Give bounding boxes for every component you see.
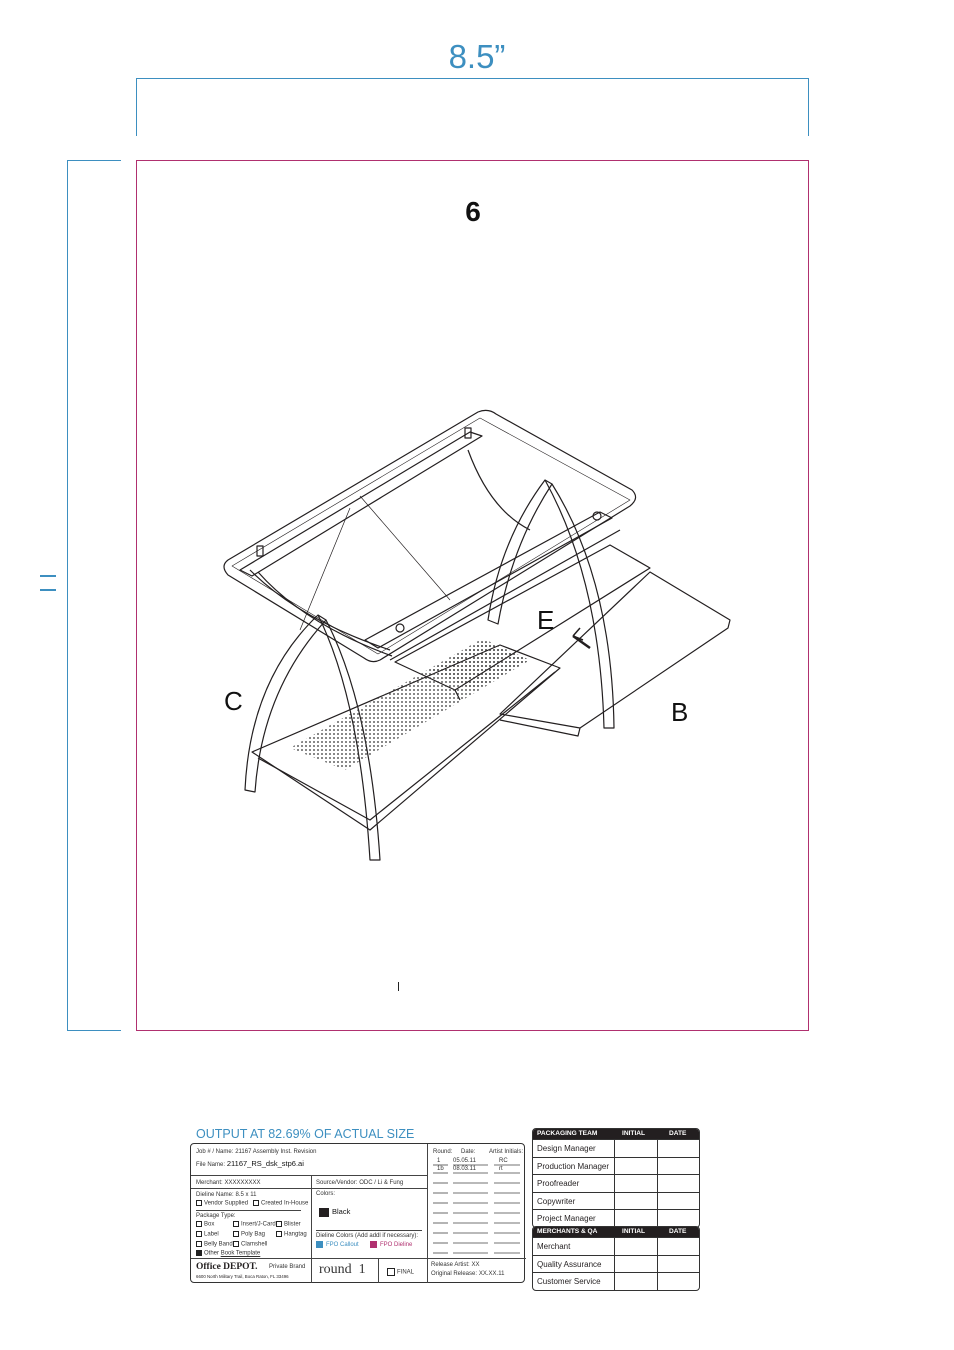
output-scale-note: OUTPUT AT 82.69% OF ACTUAL SIZE: [196, 1127, 415, 1141]
dieline-colors-label: Dieline Colors (Add addl if necessary):: [316, 1233, 419, 1239]
round-label: Round:: [433, 1149, 453, 1155]
page-width-label: 8.5”: [448, 38, 506, 75]
side-marker: [40, 589, 56, 591]
width-dimension-line: [136, 78, 809, 136]
release-artist-label: Release Artist:: [431, 1262, 470, 1268]
row-label: Project Manager: [537, 1214, 596, 1224]
table-row[interactable]: [533, 1192, 699, 1210]
center-tick-mark: [398, 982, 399, 991]
packaging-team-header: [533, 1129, 699, 1139]
pkg-bellyband-checkbox[interactable]: [196, 1241, 202, 1247]
created-inhouse-checkbox[interactable]: [253, 1200, 259, 1206]
fpo-callout-swatch: [316, 1241, 323, 1248]
date-column-header: DATE: [669, 1130, 687, 1137]
merchant-value: XXXXXXXXX: [224, 1180, 261, 1186]
table-row[interactable]: [533, 1237, 699, 1255]
row-label: Customer Service: [537, 1277, 601, 1287]
pkg-hangtag-label: Hangtag: [284, 1231, 307, 1238]
job-value: 21167 Assembly Inst. Revision: [235, 1149, 317, 1155]
merchants-qa-title: MERCHANTS & QA: [537, 1228, 598, 1235]
divider: [378, 1258, 379, 1283]
dieline-value: 8.5 x 11: [235, 1192, 257, 1198]
row-label: Proofreader: [537, 1179, 580, 1189]
row-label: Design Manager: [537, 1144, 596, 1153]
initial-column-header: INITIAL: [622, 1130, 646, 1137]
desk-assembly-illustration: [215, 400, 740, 870]
pkg-blister-checkbox[interactable]: [276, 1221, 282, 1227]
pkg-polybag-checkbox[interactable]: [233, 1231, 239, 1237]
divider: [427, 1144, 428, 1283]
dieline-label: Dieline Name:: [196, 1192, 234, 1198]
release-artist-value: XX: [471, 1262, 480, 1268]
divider: [191, 1175, 427, 1176]
pkg-insert-label: Insert/J-Card: [241, 1221, 276, 1228]
job-info-box: [190, 1143, 525, 1283]
initial-column-header: INITIAL: [622, 1228, 646, 1235]
original-release-value: XX.XX.11: [478, 1271, 505, 1277]
pkg-box-checkbox[interactable]: [196, 1221, 202, 1227]
pkg-other-label: Other: [204, 1250, 220, 1257]
date-2-value: 08.03.11: [453, 1166, 476, 1172]
pkg-blister-label: Blister: [284, 1221, 301, 1228]
row-label: Production Manager: [537, 1161, 610, 1171]
file-label: File Name:: [196, 1162, 226, 1168]
merchants-qa-table: [532, 1226, 700, 1291]
job-label: Job # / Name:: [196, 1149, 234, 1155]
row-label: Merchant: [537, 1242, 571, 1251]
round-number: round 1: [319, 1262, 366, 1277]
date-label: Date:: [461, 1149, 476, 1155]
package-type-label: Package Type:: [196, 1213, 236, 1219]
part-label-c: C: [224, 686, 243, 716]
table-row[interactable]: [533, 1139, 699, 1157]
table-row[interactable]: [533, 1272, 699, 1290]
pkg-other-value: Book Template: [220, 1250, 261, 1257]
artist-initials-label: Artist Initials:: [489, 1149, 524, 1155]
part-label-e: E: [537, 605, 555, 635]
packaging-team-table: [532, 1128, 700, 1228]
fpo-dieline-swatch: [370, 1241, 377, 1248]
vendor-supplied-checkbox[interactable]: [196, 1200, 202, 1206]
divider: [191, 1188, 427, 1189]
source-label: Source/Vendor:: [316, 1180, 358, 1186]
date-column-header: DATE: [669, 1228, 687, 1235]
original-release-label: Original Release:: [431, 1271, 478, 1277]
date-1-value: 05.05.11: [453, 1158, 476, 1164]
pkg-hangtag-checkbox[interactable]: [276, 1231, 282, 1237]
merchant-label: Merchant:: [196, 1180, 223, 1186]
final-label: FINAL: [397, 1269, 415, 1276]
table-row[interactable]: [533, 1174, 699, 1192]
divider: [191, 1258, 526, 1259]
revision-log-lines: [431, 1164, 523, 1256]
fpo-callout-label: FPO Callout: [326, 1242, 359, 1249]
pkg-clamshell-checkbox[interactable]: [233, 1241, 239, 1247]
artist-1-value: RC: [499, 1158, 508, 1164]
brand-subtitle: Private Brand: [269, 1264, 306, 1270]
company-address: 6600 North Military Trail, Boca Raton, FL 33496: [196, 1274, 289, 1279]
step-number: 6: [465, 196, 481, 227]
vendor-supplied-label: Vendor Supplied: [204, 1200, 249, 1207]
side-marker: [40, 575, 56, 577]
pkg-box-label: Box: [204, 1221, 215, 1228]
table-row[interactable]: [533, 1157, 699, 1175]
height-dimension-bracket: [67, 160, 121, 1031]
created-inhouse-label: Created In-House: [261, 1200, 309, 1207]
packaging-team-title: PACKAGING TEAM: [537, 1130, 598, 1137]
table-row[interactable]: [533, 1255, 699, 1273]
file-value: 21167_RS_dsk_stp6.ai: [226, 1159, 304, 1168]
round-2-value: 1b: [437, 1166, 444, 1172]
pkg-insert-checkbox[interactable]: [233, 1221, 239, 1227]
source-value: ODC / Li & Fung: [359, 1180, 404, 1186]
pkg-other-checkbox[interactable]: [196, 1250, 202, 1256]
office-depot-logo: Office DEPOT.: [196, 1262, 258, 1272]
fpo-dieline-label: FPO Dieline: [380, 1242, 413, 1249]
row-label: Quality Assurance: [537, 1259, 602, 1269]
color-black-label: Black: [332, 1207, 351, 1216]
divider: [196, 1210, 301, 1211]
black-swatch: [319, 1208, 329, 1217]
row-label: Copywriter: [537, 1196, 576, 1206]
colors-label: Colors:: [316, 1191, 336, 1197]
table-row[interactable]: [533, 1209, 699, 1227]
pkg-clamshell-label: Clamshell: [241, 1241, 268, 1248]
final-checkbox[interactable]: [387, 1268, 395, 1276]
pkg-label-label: Label: [204, 1231, 219, 1238]
artist-2-value: rt: [499, 1166, 503, 1172]
pkg-label-checkbox[interactable]: [196, 1231, 202, 1237]
divider: [311, 1176, 312, 1283]
pkg-bellyband-label: Belly Band: [204, 1241, 233, 1248]
round-1-value: 1: [437, 1158, 441, 1164]
merchants-qa-header: [533, 1227, 699, 1237]
divider: [316, 1230, 422, 1231]
pkg-polybag-label: Poly Bag: [241, 1231, 266, 1238]
part-label-b: B: [671, 697, 689, 727]
